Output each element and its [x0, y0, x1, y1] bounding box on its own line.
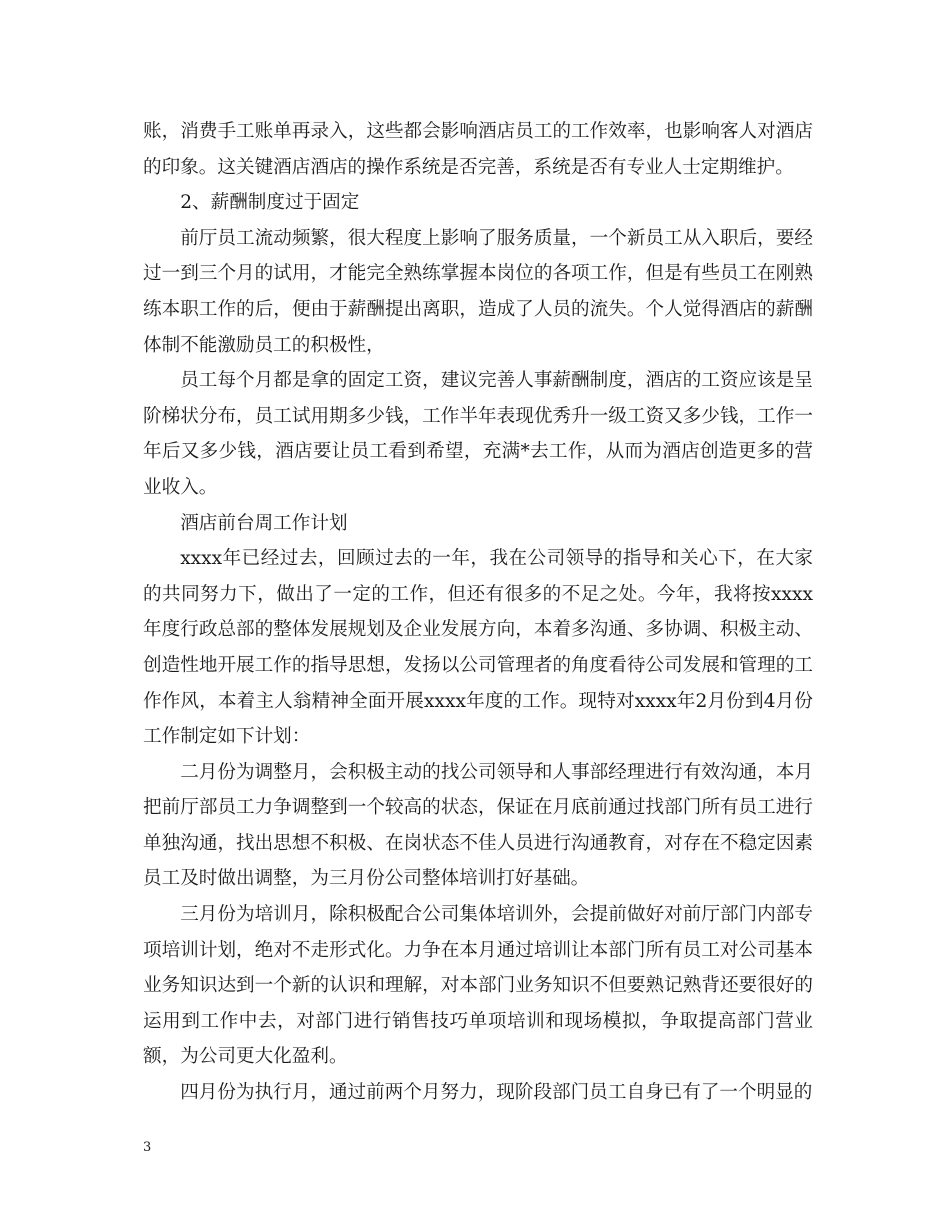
section-heading: 酒店前台周工作计划: [180, 512, 348, 534]
paragraph: 账，消费手工账单再录入，这些都会影响酒店员工的工作效率，也影响客人对酒店的印象。这关键酒店酒店的操作系统是否完善，系统是否有专业人士定期维护。: [143, 121, 813, 178]
paragraph: 员工每个月都是拿的固定工资，建议完善人事薪酬制度，酒店的工资应该是呈阶梯状分布，员工试用期多少钱，工作半年表现优秀升一级工资又多少钱，工作一年后又多少钱，酒店要让员工看到希望，充满*去工作，从而为酒店创造更多的营业收入。: [143, 370, 813, 498]
paragraph: xxxx年已经过去，回顾过去的一年，我在公司领导的指导和关心下，在大家的共同努力下，做出了一定的工作，但还有很多的不足之处。今年，我将按xxxx年度行政总部的整体发展规划及企业发展方向，本着多沟通、多协调、积极主动、创造性地开展工作的指导思想，发扬以公司管理者的角度看待公司发展和管理的工作作风，本着主人翁精神全面开展xxxx年度的工作。现特对xxxx年2月份到4月份工作制定如下计划：: [143, 548, 813, 748]
paragraph: 前厅员工流动频繁，很大程度上影响了服务质量，一个新员工从入职后，要经过一到三个月的试用，才能完全熟练掌握本岗位的各项工作，但是有些员工在刚熟练本职工作的后，便由于薪酬提出离职，造成了人员的流失。个人觉得酒店的薪酬体制不能激励员工的积极性，: [143, 227, 813, 356]
paragraph: 四月份为执行月，通过前两个月努力，现阶段部门员工自身已有了一个明显的: [180, 1082, 813, 1104]
paragraph: 三月份为培训月，除积极配合公司集体培训外，会提前做好对前厅部门内部专项培训计划，绝对不走形式化。力争在本月通过培训让本部门所有员工对公司基本业务知识达到一个新的认识和理解，对本部门业务知识不但要熟记熟背还要很好的运用到工作中去，对部门进行销售技巧单项培训和现场模拟，争取提高部门营业额，为公司更大化盈利。: [143, 904, 813, 1068]
body-text: [143, 114, 813, 1111]
page-number: 3: [143, 1140, 152, 1155]
section-heading: 2、薪酬制度过于固定: [180, 192, 360, 214]
paragraph: 二月份为调整月，会积极主动的找公司领导和人事部经理进行有效沟通，本月把前厅部员工力争调整到一个较高的状态，保证在月底前通过找部门所有员工进行单独沟通，找出思想不积极、在岗状态不佳人员进行沟通教育，对存在不稳定因素员工及时做出调整，为三月份公司整体培训打好基础。: [143, 761, 813, 890]
